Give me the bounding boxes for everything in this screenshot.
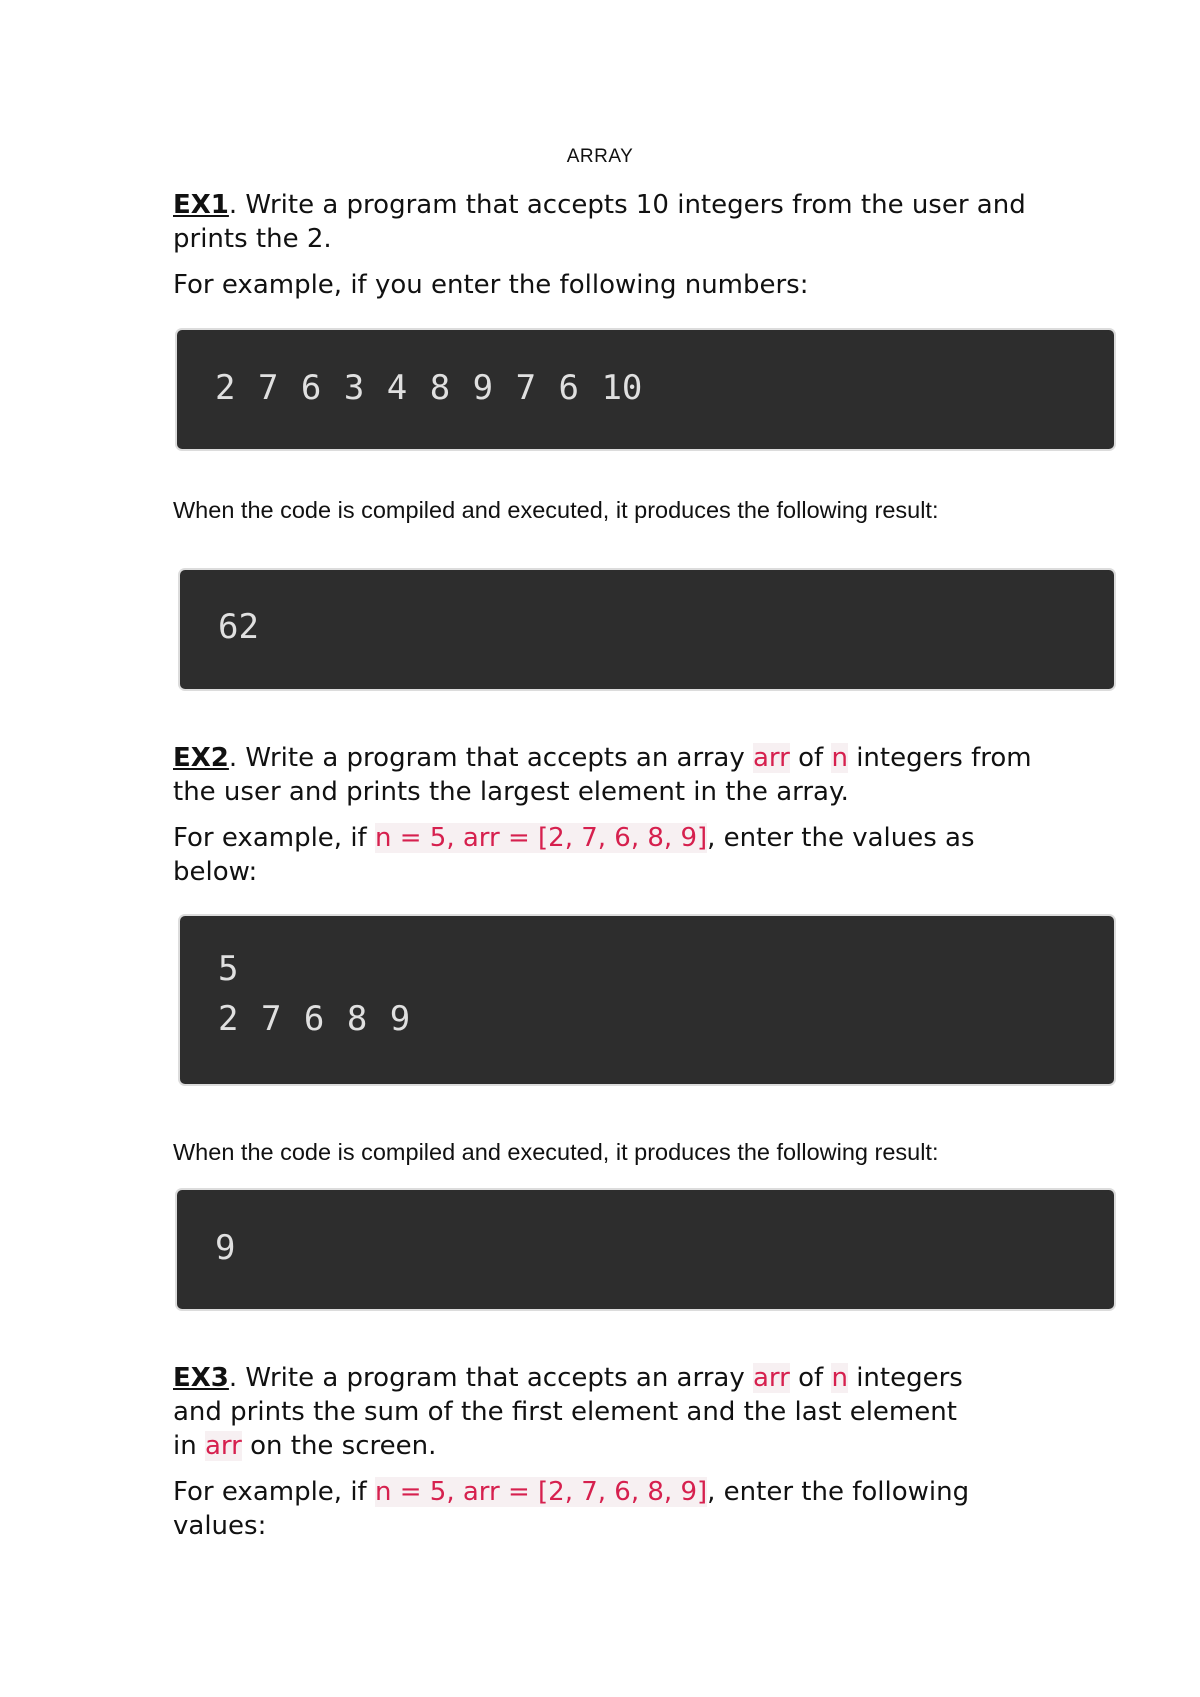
- ex1-output-line-1: 62: [218, 607, 259, 647]
- ex2-input-code-block: [180, 916, 1114, 1084]
- ex3-text-line2: and prints the sum of the first element and the last element: [173, 1397, 957, 1427]
- ex2-text-a: . Write a program that accepts an array: [228, 743, 753, 773]
- ex1-input-code-block: [177, 330, 1114, 449]
- ex3-label: EX3: [173, 1363, 229, 1393]
- ex3-text-b: of: [789, 1363, 832, 1393]
- ex3-example-inline-code: n = 5, arr = [2, 7, 6, 8, 9]: [374, 1477, 708, 1507]
- ex2-example-inline-code: n = 5, arr = [2, 7, 6, 8, 9]: [374, 823, 708, 853]
- ex1-input-line-1: 2 7 6 3 4 8 9 7 6 10: [215, 368, 643, 408]
- ex2-output-line-1: 9: [215, 1228, 236, 1268]
- ex3-n-inline-code: n: [831, 1363, 848, 1393]
- document-title: ARRAY: [566, 146, 634, 167]
- ex1-result-intro: When the code is compiled and executed, it produces the following result:: [173, 497, 939, 523]
- ex3-example-a: For example, if: [173, 1477, 375, 1507]
- ex2-text-c: integers from: [847, 743, 1032, 773]
- ex3-text-line3-b: on the screen.: [241, 1431, 437, 1461]
- ex2-n-inline-code: n: [831, 743, 848, 773]
- ex3-text-line3-a: in: [173, 1431, 205, 1461]
- ex1-output-code-block: [180, 570, 1114, 689]
- ex3-arr-inline-code-2: arr: [204, 1431, 242, 1461]
- ex3-arr-inline-code: arr: [753, 1363, 790, 1393]
- ex2-label: EX2: [173, 743, 229, 773]
- ex3-text-a: . Write a program that accepts an array: [228, 1363, 753, 1393]
- ex1-text-line1: . Write a program that accepts 10 integers from the user and: [228, 190, 1026, 220]
- ex2-text-b: of: [789, 743, 832, 773]
- ex1-text-line2: prints the 2.: [173, 224, 332, 254]
- ex2-example-c: below:: [173, 857, 258, 887]
- ex2-example: [173, 821, 1123, 889]
- ex1-description: [173, 188, 1123, 256]
- ex1-example-intro: For example, if you enter the following numbers:: [173, 270, 809, 300]
- ex2-text-line2: the user and prints the largest element in the array.: [173, 777, 849, 807]
- ex2-input-line-1: 5: [218, 949, 239, 989]
- ex2-arr-inline-code: arr: [753, 743, 790, 773]
- ex3-description: [173, 1361, 1123, 1463]
- ex3-example-b: , enter the following: [707, 1477, 970, 1507]
- ex2-example-a: For example, if: [173, 823, 375, 853]
- ex2-input-line-2: 2 7 6 8 9: [218, 999, 411, 1039]
- ex2-result-intro: When the code is compiled and executed, it produces the following result:: [173, 1139, 939, 1165]
- ex3-example: [173, 1475, 1123, 1543]
- ex1-label: EX1: [173, 190, 229, 220]
- ex3-text-c: integers: [847, 1363, 963, 1393]
- ex2-example-b: , enter the values as: [707, 823, 975, 853]
- ex3-example-c: values:: [173, 1511, 267, 1541]
- ex2-output-code-block: [177, 1190, 1114, 1309]
- ex2-description: [173, 741, 1123, 809]
